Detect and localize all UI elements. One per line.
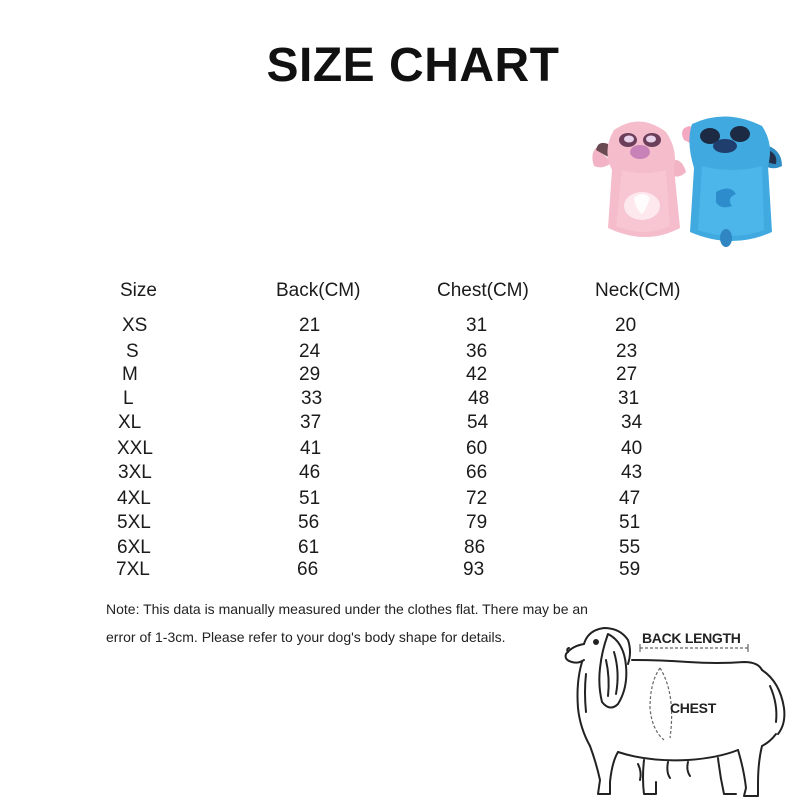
page-title: SIZE CHART bbox=[266, 39, 560, 92]
table-cell-size: 7XL bbox=[116, 559, 150, 580]
table-cell-back: 46 bbox=[299, 462, 321, 483]
table-cell-size: XL bbox=[118, 412, 142, 433]
table-cell-neck: 20 bbox=[615, 315, 637, 336]
table-cell-back: 41 bbox=[300, 438, 322, 459]
back-length-label: BACK LENGTH bbox=[642, 630, 741, 646]
table-cell-size: S bbox=[126, 341, 139, 362]
table-cell-neck: 34 bbox=[621, 412, 643, 433]
table-cell-chest: 31 bbox=[466, 315, 488, 336]
table-cell-size: L bbox=[123, 388, 134, 409]
table-cell-back: 51 bbox=[299, 488, 321, 509]
blue-hoodie bbox=[682, 116, 782, 247]
table-cell-back: 61 bbox=[298, 537, 320, 558]
header-neck: Neck(CM) bbox=[595, 280, 681, 301]
table-cell-back: 37 bbox=[300, 412, 322, 433]
table-cell-neck: 27 bbox=[616, 364, 638, 385]
table-cell-back: 29 bbox=[299, 364, 321, 385]
table-cell-back: 24 bbox=[299, 341, 321, 362]
table-cell-neck: 31 bbox=[618, 388, 640, 409]
table-cell-size: XS bbox=[122, 315, 148, 336]
table-cell-chest: 93 bbox=[463, 559, 485, 580]
table-cell-size: 3XL bbox=[118, 462, 152, 483]
hoodies-product-image bbox=[586, 110, 786, 260]
table-cell-neck: 51 bbox=[619, 512, 641, 533]
table-cell-size: 4XL bbox=[117, 488, 151, 509]
size-table bbox=[0, 276, 800, 586]
table-cell-size: 5XL bbox=[117, 512, 151, 533]
table-cell-back: 56 bbox=[298, 512, 320, 533]
table-cell-neck: 47 bbox=[619, 488, 641, 509]
table-cell-chest: 48 bbox=[468, 388, 490, 409]
note-line-1: Note: This data is manually measured under the clothes flat. There may be an bbox=[106, 601, 588, 617]
table-cell-chest: 54 bbox=[467, 412, 489, 433]
header-back: Back(CM) bbox=[276, 280, 361, 301]
header-chest: Chest(CM) bbox=[437, 280, 529, 301]
table-cell-neck: 55 bbox=[619, 537, 641, 558]
table-cell-chest: 72 bbox=[466, 488, 488, 509]
table-cell-chest: 42 bbox=[466, 364, 488, 385]
table-cell-neck: 23 bbox=[616, 341, 638, 362]
chest-label: CHEST bbox=[670, 700, 716, 716]
table-cell-back: 33 bbox=[301, 388, 323, 409]
note-line-2: error of 1-3cm. Please refer to your dog's body shape for details. bbox=[106, 629, 506, 645]
table-cell-neck: 43 bbox=[621, 462, 643, 483]
dog-measurement-diagram bbox=[548, 612, 798, 800]
table-cell-chest: 66 bbox=[466, 462, 488, 483]
table-cell-size: 6XL bbox=[117, 537, 151, 558]
table-cell-back: 66 bbox=[297, 559, 319, 580]
table-cell-chest: 60 bbox=[466, 438, 488, 459]
table-cell-neck: 40 bbox=[621, 438, 643, 459]
pink-hoodie bbox=[592, 121, 686, 237]
table-cell-size: XXL bbox=[117, 438, 153, 459]
table-cell-chest: 79 bbox=[466, 512, 488, 533]
table-cell-chest: 36 bbox=[466, 341, 488, 362]
table-cell-back: 21 bbox=[299, 315, 321, 336]
header-size: Size bbox=[120, 280, 157, 301]
table-cell-chest: 86 bbox=[464, 537, 486, 558]
table-cell-neck: 59 bbox=[619, 559, 641, 580]
table-cell-size: M bbox=[122, 364, 138, 385]
